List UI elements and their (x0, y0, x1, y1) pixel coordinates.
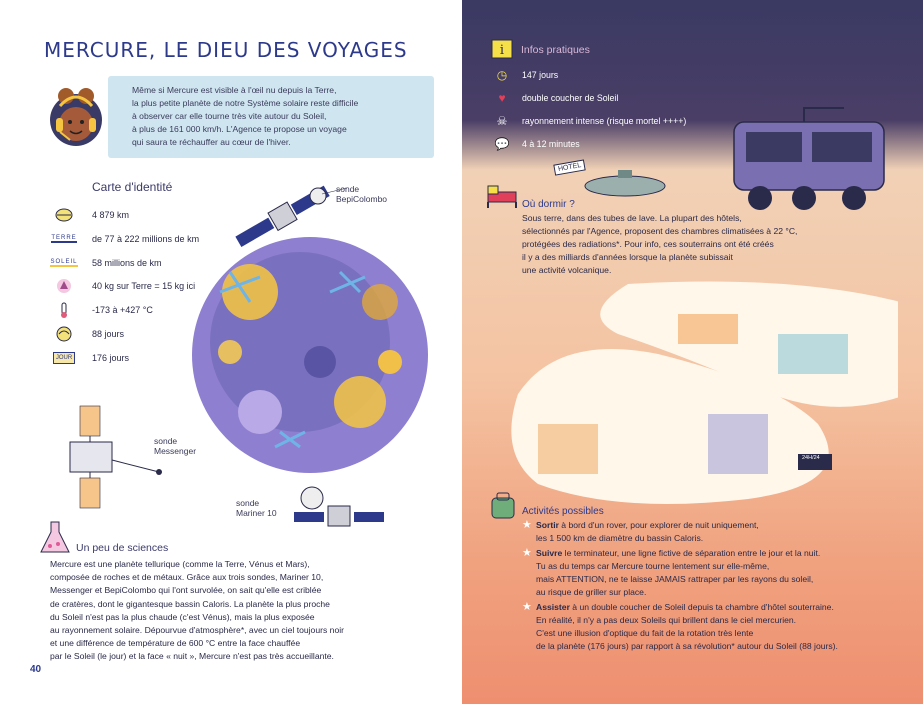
activity-line: Tu as du temps car Mercure tourne lentement sur elle-même, (536, 561, 770, 571)
identity-row-orbit (50, 325, 124, 343)
heart-icon: ♥ (498, 91, 506, 105)
identity-value: 58 millions de km (92, 258, 162, 268)
intro-line: à plus de 161 000 km/h. L'Agence te propose un voyage (132, 124, 347, 134)
identity-title: Carte d'identité (92, 180, 173, 194)
soleil-label: SOLEIL (50, 259, 78, 265)
activity-line: à bord d'un rover, pour explorer de nuit uniquement, (558, 520, 759, 530)
info-value: 147 jours (522, 70, 559, 80)
mariner-label (236, 498, 277, 518)
activity-line: C'est une illusion d'optique du fait de la rotation très lente (536, 628, 754, 638)
activities-title: Activités possibles (522, 506, 604, 517)
activity-line: En réalité, il n'y a pas deux Soleils qui brillent dans le ciel mercurien. (536, 615, 797, 625)
identity-row-day (50, 349, 129, 367)
activity-line: les 1 500 km de diamètre du bassin Caloris. (536, 533, 704, 543)
avatar-icon (40, 84, 108, 156)
star-icon: ★ (522, 547, 532, 559)
earth-distance-icon (50, 230, 78, 248)
sleep-text (522, 212, 882, 277)
sleep-line: protégées des radiations*. Pour info, ces souterrains ont été créés (522, 239, 774, 249)
skull-icon: ☠ (496, 114, 508, 128)
sleep-line: Sous terre, dans des tubes de lave. La plupart des hôtels, (522, 213, 742, 223)
science-line: composée de roches et de métaux. Grâce aux trois sondes, Mariner 10, (50, 572, 324, 583)
orbit-icon (55, 325, 73, 343)
hotel-sign: HOTEL (553, 159, 586, 175)
calendar-label: JOUR (53, 352, 75, 364)
science-title: Un peu de sciences (76, 542, 169, 554)
page-number: 40 (30, 664, 42, 675)
info-row-communication (492, 136, 580, 152)
chat-icon: 💬 (494, 137, 510, 151)
info-row-duration (492, 67, 558, 83)
science-line: par le Soleil (le jour) et la face « nuit », Mercure n'est pas très accueillante. (50, 651, 334, 662)
messenger-label (154, 436, 196, 456)
identity-value: 88 jours (92, 329, 125, 339)
activity-verb: Sortir (536, 520, 559, 530)
diameter-icon (55, 208, 73, 222)
bepicolombo-label (336, 184, 387, 204)
info-value: rayonnement intense (risque mortel ++++) (522, 116, 687, 126)
rover-illustration (724, 104, 904, 214)
sleep-line: sélectionnés par l'Agence, proposent des chambres climatisées à 22 °C, (522, 226, 798, 236)
gravity-icon (55, 277, 73, 295)
mariner-probe-icon (290, 484, 390, 540)
page-title: MERCURE, LE DIEU DES VOYAGES (44, 38, 408, 62)
star-icon: ★ (522, 519, 532, 531)
science-line: de cratères, dont le gigantesque bassin Caloris. La planète la plus proche (50, 598, 330, 609)
info-value: double coucher de Soleil (522, 93, 619, 103)
right-page (462, 0, 923, 704)
activity-line: de la planète (176 jours) par rapport à sa révolution* autour du Soleil (88 jours). (536, 641, 838, 651)
info-icon (490, 38, 514, 60)
svg-text:i: i (499, 43, 505, 58)
identity-row-gravity (50, 277, 195, 295)
science-line: du Soleil n'est pas la plus chaude (c'est Vénus), mais la plus exposée (50, 611, 315, 622)
probe-label-line: BepiColombo (336, 194, 388, 204)
lava-tube-illustration (498, 274, 898, 514)
probe-label-line: sonde (154, 436, 178, 446)
calendar-icon (50, 349, 78, 367)
identity-row-temperature (50, 301, 153, 319)
identity-row-sun-distance (50, 254, 162, 272)
star-icon: ★ (522, 601, 532, 613)
science-line: Mercure est une planète tellurique (comme la Terre, Vénus et Mars), (50, 559, 310, 569)
sun-distance-icon (50, 254, 78, 272)
science-line: Messenger et BepiColombo qui l'ont survolée, on sait qu'elle est criblée (50, 585, 322, 596)
sleep-title: Où dormir ? (522, 199, 575, 210)
intro-line: qui saura te réchauffer au cœur de l'hiver. (132, 137, 291, 147)
intro-line: la plus petite planète de notre Système solaire reste difficile (132, 98, 359, 108)
activity-line: le terminateur, une ligne fictive de séparation entre le jour et la nuit. (562, 548, 821, 558)
activity-item-rover (522, 519, 916, 545)
probe-label-line: sonde (236, 498, 260, 508)
science-text (50, 558, 440, 664)
activity-item-terminator (522, 547, 916, 599)
activity-verb: Suivre (536, 548, 563, 558)
infos-title: Infos pratiques (521, 44, 590, 56)
bed-icon (486, 178, 518, 210)
identity-value: 4 879 km (92, 210, 130, 220)
terre-label: TERRE (51, 235, 77, 241)
identity-row-diameter (50, 206, 129, 224)
activity-line: au risque de griller sur place. (536, 587, 647, 597)
info-row-sunset (492, 90, 618, 106)
hatch-illustration (580, 168, 670, 198)
messenger-probe-icon (64, 404, 164, 510)
activity-item-sunset (522, 601, 916, 653)
probe-label-line: sonde (336, 184, 360, 194)
identity-value: -173 à +427 °C (92, 305, 153, 315)
activity-line: mais ATTENTION, ne te laisse JAMAIS rattraper par les rayons du soleil, (536, 574, 814, 584)
identity-value: 176 jours (92, 353, 130, 363)
mercury-planet-illustration (190, 232, 430, 478)
info-row-danger (492, 113, 686, 129)
sleep-line: il y a des milliards d'années lorsque la planète subissait (522, 252, 733, 262)
activity-verb: Assister (536, 602, 570, 612)
info-value: 4 à 12 minutes (522, 139, 580, 149)
intro-line: à observer car elle tourne très vite autour du Soleil, (132, 111, 327, 121)
identity-value: de 77 à 222 millions de km (92, 234, 200, 244)
identity-row-earth-distance (50, 230, 199, 248)
probe-label-line: Messenger (154, 446, 197, 456)
activity-line: à un double coucher de Soleil depuis ta chambre d'hôtel souterraine. (569, 602, 834, 612)
tv-label: 24H/24 (802, 455, 820, 461)
flask-icon (38, 520, 72, 556)
science-line: et une différence de température de 600 °C entre la face chauffée (50, 638, 301, 649)
science-line: au rayonnement solaire. Dépourvue d'atmosphère*, avec un ciel toujours noir (50, 625, 344, 636)
identity-value: 40 kg sur Terre = 15 kg ici (92, 281, 196, 291)
intro-line: Même si Mercure est visible à l'œil nu depuis la Terre, (132, 85, 337, 95)
backpack-icon (488, 490, 518, 520)
thermometer-icon (55, 301, 73, 319)
sleep-line: une activité volcanique. (522, 265, 612, 275)
probe-label-line: Mariner 10 (236, 508, 277, 518)
intro-box (108, 76, 434, 158)
clock-icon: ◷ (496, 68, 508, 82)
